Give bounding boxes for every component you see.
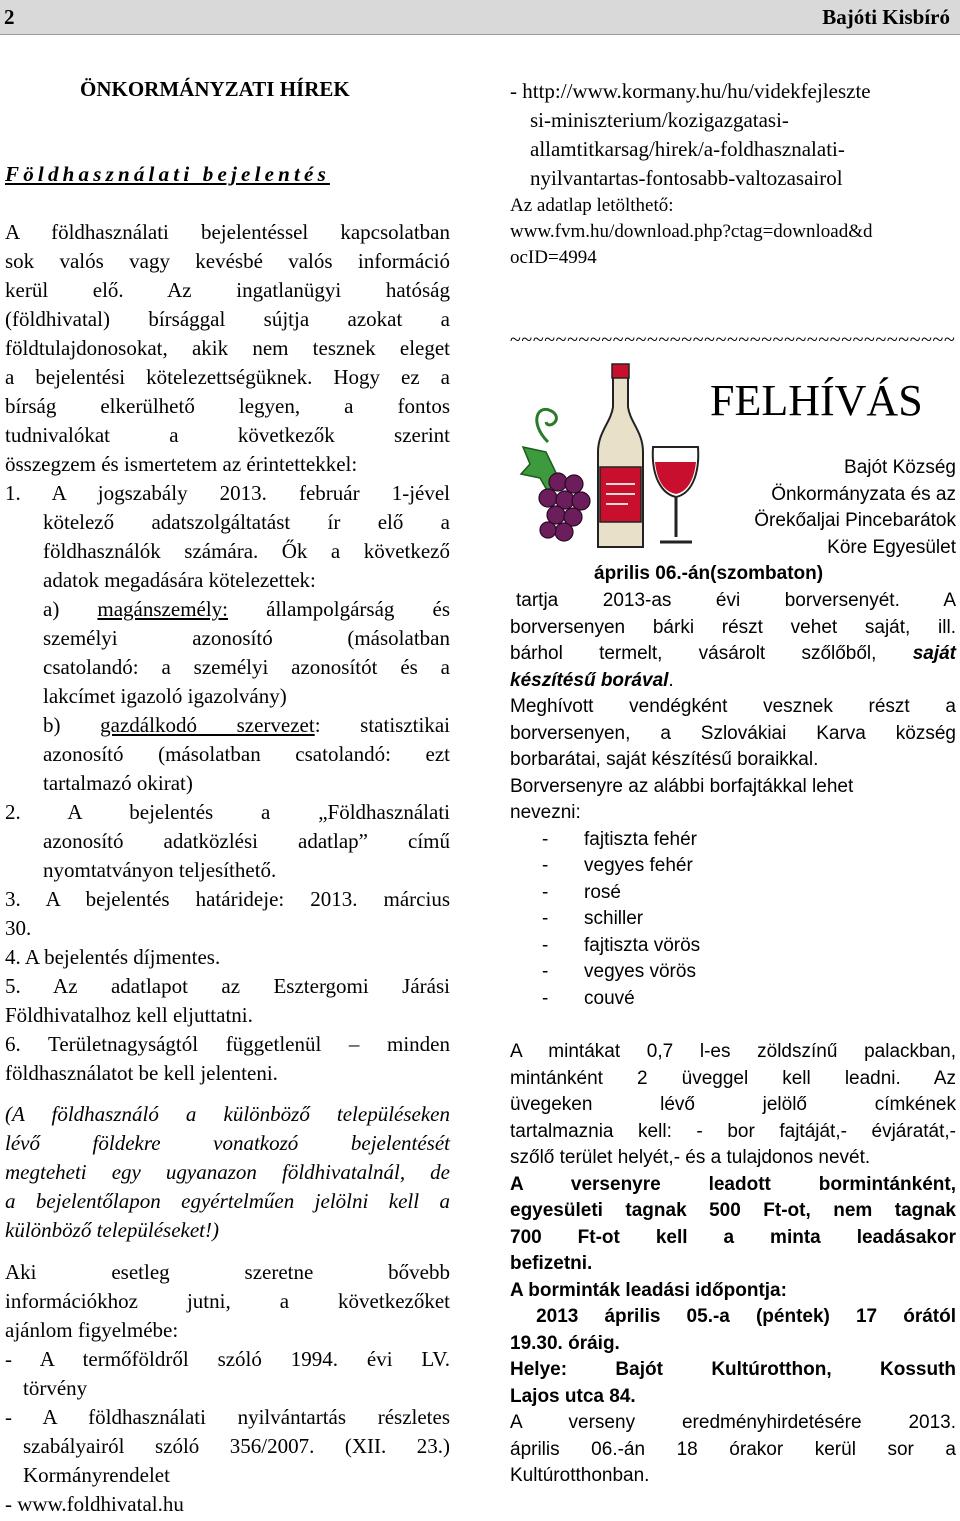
p4-line: üvegeken lévő jelölő címkének bbox=[510, 1094, 956, 1115]
event-date: április 06.-án(szombaton) bbox=[594, 563, 824, 584]
item-1a-label: magánszemély: bbox=[97, 597, 229, 621]
p5-line: befizetni. bbox=[510, 1253, 593, 1274]
p2-line: borbarátai, saját készítésű boraikkal. bbox=[510, 749, 819, 770]
item-6-line: 6. Területnagyságtól függetlenül – minden bbox=[5, 1032, 450, 1056]
item-3-line: 3. A bejelentés határideje: 2013. március bbox=[5, 887, 450, 911]
item-4: 4. A bejelentés díjmentes. bbox=[5, 945, 221, 969]
event-details bbox=[510, 588, 956, 1012]
organizer-line: Önkormányzata és az bbox=[771, 483, 956, 505]
item-1b-label: gazdálkodó szervezet bbox=[100, 713, 315, 737]
item-1b-line: azonosító (másolatban csatolandó: ezt bbox=[43, 742, 450, 766]
p1-text: bárhol termelt, vásárolt szőlőből, bbox=[510, 643, 877, 664]
page-header bbox=[0, 0, 960, 35]
section-title: ÖNKORMÁNYZATI HÍREK bbox=[80, 77, 350, 101]
p3-line: Borversenyre az alábbi borfajtákkal lehet bbox=[510, 775, 854, 797]
fee-paragraph bbox=[510, 1172, 956, 1411]
tendril-icon bbox=[537, 409, 557, 442]
intro-line: a bejelentési kötelezettségüknek. Hogy ez a bbox=[5, 365, 450, 389]
download-label: Az adatlap letölthető: bbox=[510, 195, 674, 216]
organizer-line: Bajót Község bbox=[844, 457, 956, 478]
wine-type-item: - couvé bbox=[542, 987, 635, 1009]
item-1a-line: csatolandó: a személyi azonosítót és a bbox=[43, 655, 450, 679]
organizer-line: Örekőaljai Pincebarátok bbox=[754, 510, 956, 531]
note-line: különböző településeket!) bbox=[5, 1218, 219, 1242]
publication-title: Bajóti Kisbíró bbox=[822, 5, 950, 29]
wine-type-label: fajtiszta vörös bbox=[584, 934, 701, 956]
item-1-line: kötelező adatszolgáltatást ír elő a bbox=[43, 510, 450, 534]
wine-type-item: - schiller bbox=[542, 908, 644, 929]
info-line: - A termőföldről szóló 1994. évi LV. bbox=[5, 1347, 450, 1371]
link-line[interactable]: nyilvantartas-fontosabb-valtozasairol bbox=[530, 166, 843, 190]
submission-rules bbox=[510, 1039, 956, 1490]
link-line[interactable]: allamtitkarsag/hirek/a-foldhasznalati- bbox=[530, 137, 845, 161]
item-1b-line: tartalmazó okirat) bbox=[43, 771, 193, 795]
download-link[interactable]: ocID=4994 bbox=[510, 247, 597, 268]
p2-line: Meghívott vendégként vesznek részt a bbox=[510, 696, 956, 717]
organizer-line: Köre Egyesület bbox=[827, 536, 956, 558]
wine-type-label: rosé bbox=[584, 881, 621, 903]
p7-line: Helye: Bajót Kultúrotthon, Kossuth bbox=[510, 1359, 956, 1380]
item-1-line: adatok megadására kötelezettek: bbox=[43, 568, 316, 592]
p6-line: 19.30. óráig. bbox=[510, 1332, 620, 1354]
p4-line: szőlő terület helyét,- és a tulajdonos nevét. bbox=[510, 1147, 871, 1168]
download-link[interactable]: www.fvm.hu/download.php?ctag=download&d bbox=[510, 221, 873, 242]
links-block bbox=[510, 77, 873, 271]
wine-type-item: - vegyes vörös bbox=[542, 961, 696, 982]
p8-line: április 06.-án 18 órakor kerül sor a bbox=[510, 1438, 956, 1460]
p1-line: készítésű borával. bbox=[510, 669, 674, 691]
item-1-line: földhasználók számára. Ők a következő bbox=[43, 539, 450, 563]
item-5-line: Földhivatalhoz kell eljuttatni. bbox=[5, 1003, 253, 1027]
p1-line: tartja 2013-as évi borversenyét. A bbox=[516, 590, 956, 611]
info-line: Aki esetleg szeretne bővebb bbox=[5, 1260, 450, 1284]
item-1a bbox=[5, 595, 450, 711]
intro-line: bírság elkerülhető legyen, a fontos bbox=[5, 394, 450, 418]
felhivas-title: FELHÍVÁS bbox=[710, 376, 923, 425]
item-1b bbox=[5, 711, 450, 798]
item-1b-line: b) gazdálkodó szervezet: statisztikai bbox=[43, 713, 450, 737]
item-1 bbox=[5, 479, 450, 595]
p7-line: Lajos utca 84. bbox=[510, 1385, 636, 1407]
wine-type-item: - vegyes fehér bbox=[542, 855, 693, 876]
intro-line: (földhivatal) bírsággal sújtja azokat a bbox=[5, 307, 450, 331]
bottle-cap-icon bbox=[612, 364, 629, 378]
p8-line: Kultúrotthonban. bbox=[510, 1465, 650, 1486]
info-paragraph bbox=[5, 1258, 450, 1519]
intro-line: sok valós vagy kevésbé valós információ bbox=[5, 249, 450, 273]
organizer-block bbox=[690, 455, 956, 561]
intro-line: kerül elő. Az ingatlanügyi hatóság bbox=[5, 278, 450, 302]
p1-bold-b: készítésű borával bbox=[510, 669, 669, 691]
wine-type-label: vegyes vörös bbox=[584, 961, 696, 982]
item-5 bbox=[5, 972, 450, 1030]
p2-line: borversenyen, a Szlovákiai Karva község bbox=[510, 722, 956, 744]
p5-line: egyesületi tagnak 500 Ft-ot, nem tagnak bbox=[510, 1200, 956, 1221]
item-2-line: nyomtatványon teljesíthető. bbox=[43, 858, 277, 882]
info-link[interactable]: - www.foldhivatal.hu bbox=[5, 1492, 184, 1516]
item-6 bbox=[5, 1030, 450, 1088]
info-line: Kormányrendelet bbox=[23, 1463, 170, 1487]
item-5-line: 5. Az adatlapot az Esztergomi Járási bbox=[5, 974, 450, 998]
item-2 bbox=[5, 798, 450, 885]
intro-line: A földhasználati bejelentéssel kapcsolatban bbox=[5, 220, 450, 244]
item-1a-line: személyi azonosító (másolatban bbox=[43, 626, 450, 650]
note-line: megteheti egy ugyanazon földhivatalnál, de bbox=[5, 1160, 450, 1184]
wine-type-item: - fajtiszta fehér bbox=[542, 828, 697, 850]
p6-line: 2013 április 05.-a (péntek) 17 órától bbox=[510, 1306, 956, 1327]
info-line: ajánlom figyelmébe: bbox=[5, 1318, 179, 1342]
p5-line: A versenyre leadott bormintánként, bbox=[510, 1173, 956, 1195]
intro-line: tudnivalókat a következők szerint bbox=[5, 423, 450, 447]
wine-type-list bbox=[510, 827, 956, 1013]
info-line: szabályairól szóló 356/2007. (XII. 23.) bbox=[23, 1434, 450, 1458]
item-3-line: 30. bbox=[5, 916, 32, 940]
item-3 bbox=[5, 885, 450, 943]
p1-line: borversenyen bárki részt vehet saját, ill. bbox=[510, 616, 956, 638]
wine-type-item: - fajtiszta vörös bbox=[542, 934, 701, 956]
item-2-line: azonosító adatközlési adatlap” című bbox=[43, 829, 450, 853]
wine-type-label: schiller bbox=[584, 908, 644, 929]
info-line: - A földhasználati nyilvántartás részletes bbox=[5, 1405, 450, 1429]
intro-line: földtulajdonosokat, akik nem tesznek eleget bbox=[5, 336, 450, 360]
p5-line: 700 Ft-ot kell a minta leadásakor bbox=[510, 1226, 956, 1248]
glass-stem-icon bbox=[660, 497, 692, 542]
item-1a-line: a) magánszemély: állampolgárság és bbox=[43, 597, 450, 621]
note-line: lévő földekre vonatkozó bejelentését bbox=[5, 1131, 450, 1155]
link-line[interactable]: - http://www.kormany.hu/hu/videkfejleszte bbox=[510, 79, 871, 103]
wine-type-label: vegyes fehér bbox=[584, 855, 693, 876]
p4-line: A mintákat 0,7 l-es zöldszínű palackban, bbox=[510, 1041, 956, 1062]
p6-title: A borminták leadási időpontja: bbox=[510, 1279, 787, 1301]
wine-type-label: couvé bbox=[584, 987, 635, 1009]
wine-type-label: fajtiszta fehér bbox=[584, 828, 697, 850]
intro-paragraph bbox=[5, 218, 450, 1088]
p3-line: nevezni: bbox=[510, 802, 581, 823]
note-line: (A földhasználó a különböző településeken bbox=[5, 1102, 450, 1126]
page-number: 2 bbox=[4, 5, 15, 29]
note-paragraph bbox=[5, 1100, 450, 1245]
item-1-line: 1. A jogszabály 2013. február 1-jével bbox=[5, 481, 450, 505]
wine-illustration bbox=[518, 352, 708, 562]
note-line: a bejelentőlapon egyértelműen jelölni kell a bbox=[5, 1189, 450, 1213]
divider: ~~~~~~~~~~~~~~~~~~~~~~~~~~~~~~~~~~~~~~~ bbox=[510, 329, 956, 351]
intro-line: összegzem és ismertetem az érintettekkel: bbox=[5, 452, 358, 476]
article-title: Földhasználati bejelentés bbox=[5, 162, 330, 186]
info-line: törvény bbox=[23, 1376, 88, 1400]
item-1a-line: lakcímet igazoló igazolvány) bbox=[43, 684, 287, 708]
info-line: információkhoz jutni, a következőket bbox=[5, 1289, 450, 1313]
wine-type-item: - rosé bbox=[542, 881, 621, 903]
p1-line bbox=[510, 641, 956, 668]
item-2-line: 2. A bejelentés a „Földhasználati bbox=[5, 800, 450, 824]
link-line[interactable]: si-miniszterium/kozigazgatasi- bbox=[530, 108, 789, 132]
p8-line: A verseny eredményhirdetésére 2013. bbox=[510, 1412, 956, 1433]
p4-line: tartalmaznia kell: - bor fajtáját,- évjáratát,- bbox=[510, 1120, 956, 1142]
p4-line: mintánként 2 üveggel kell leadni. Az bbox=[510, 1067, 956, 1089]
item-6-line: földhasználatot be kell jelenteni. bbox=[5, 1061, 278, 1085]
p1-bold-a: saját bbox=[912, 643, 957, 664]
